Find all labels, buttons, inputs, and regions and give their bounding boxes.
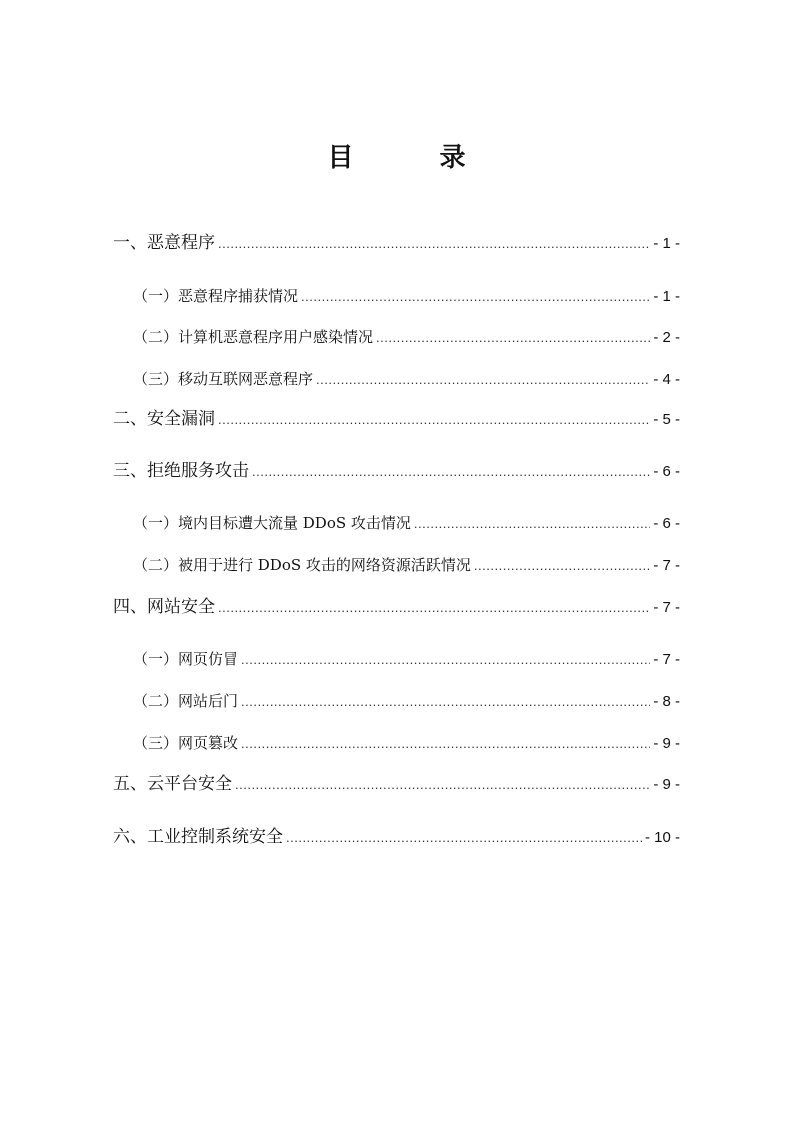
toc-entry-vulnerabilities[interactable] <box>113 407 680 432</box>
toc-entry-label: 网页仿冒 <box>178 650 239 668</box>
toc-entry-page: - 1 - <box>653 288 680 305</box>
toc-entry-cloud-security[interactable] <box>113 772 680 797</box>
dot-leader <box>286 826 642 850</box>
dot-leader <box>301 285 650 309</box>
toc-title: 目 录 <box>327 143 496 173</box>
toc-entry-page: - 7 - <box>653 599 680 616</box>
toc-entry-label: 计算机恶意程序用户感染情况 <box>178 328 374 346</box>
toc-entry-page: - 9 - <box>653 735 680 752</box>
dot-leader <box>241 648 650 672</box>
toc-entry-label: 安全漏洞 <box>147 409 215 429</box>
toc-entry-number: （二） <box>133 556 179 574</box>
toc-entry-computer-infection[interactable] <box>133 325 680 350</box>
toc-entry-label: 云平台安全 <box>147 774 232 794</box>
dot-leader <box>218 408 650 432</box>
dot-leader <box>474 554 650 578</box>
toc-entry-malware[interactable] <box>113 231 680 256</box>
toc-entry-number: 二、 <box>113 409 147 429</box>
toc-entry-number: 三、 <box>113 461 147 481</box>
toc-entry-number: （一） <box>133 287 179 305</box>
toc-entry-page: - 6 - <box>653 515 680 532</box>
toc-entry-number: 六、 <box>113 827 147 847</box>
toc-entry-website-security[interactable] <box>113 595 680 620</box>
toc-entry-page: - 2 - <box>653 329 680 346</box>
toc-entry-number: （三） <box>133 370 179 388</box>
dot-leader <box>316 368 650 392</box>
dot-leader <box>218 232 650 256</box>
toc-entry-page: - 8 - <box>653 693 680 710</box>
dot-leader <box>376 326 650 350</box>
dot-leader <box>252 460 650 484</box>
toc-entry-number: 一、 <box>113 233 147 253</box>
toc-entry-number: 四、 <box>113 597 147 617</box>
toc-entry-page: - 4 - <box>653 371 680 388</box>
toc-entry-label: 拒绝服务攻击 <box>147 461 249 481</box>
toc-entry-number: （一） <box>133 650 179 668</box>
toc-entry-malware-capture[interactable] <box>133 284 680 309</box>
toc-entry-label: 恶意程序捕获情况 <box>178 287 299 305</box>
dot-leader <box>235 773 650 797</box>
toc-entry-page: - 9 - <box>653 776 680 793</box>
dot-leader <box>241 690 650 714</box>
toc-entry-label: 移动互联网恶意程序 <box>178 370 314 388</box>
toc-entry-page: - 5 - <box>653 411 680 428</box>
toc-entry-number: （三） <box>133 734 179 752</box>
toc-entry-label: 恶意程序 <box>147 233 215 253</box>
dot-leader <box>241 732 650 756</box>
toc-entry-page: - 10 - <box>644 829 680 846</box>
toc-entry-page: - 6 - <box>653 463 680 480</box>
toc-entry-label: 网站后门 <box>178 692 239 710</box>
toc-entry-number: （二） <box>133 692 179 710</box>
toc-entry-number: （一） <box>133 514 179 532</box>
toc-entry-ddos-targets[interactable] <box>133 511 680 536</box>
dot-leader <box>218 596 650 620</box>
dot-leader <box>414 512 650 536</box>
toc-entry-backdoor[interactable] <box>133 689 680 714</box>
toc-entry-page: - 7 - <box>653 557 680 574</box>
toc-entry-ddos[interactable] <box>113 459 680 484</box>
toc-entry-mobile-malware[interactable] <box>133 367 680 392</box>
toc-entry-label: 网站安全 <box>147 597 215 617</box>
toc-entry-phishing[interactable] <box>133 647 680 672</box>
toc-entry-ics-security[interactable] <box>113 825 680 850</box>
toc-entry-ddos-resources[interactable] <box>133 553 680 578</box>
toc-entry-label: 网页篡改 <box>178 734 239 752</box>
toc-entry-page: - 7 - <box>653 651 680 668</box>
toc-entry-label: 被用于进行 DDoS 攻击的网络资源活跃情况 <box>178 556 471 574</box>
toc-entry-number: 五、 <box>113 774 147 794</box>
toc-entry-defacement[interactable] <box>133 731 680 756</box>
toc-entry-number: （二） <box>133 328 179 346</box>
toc-entry-label: 境内目标遭大流量 DDoS 攻击情况 <box>178 514 411 532</box>
toc-entry-label: 工业控制系统安全 <box>147 827 283 847</box>
toc-entry-page: - 1 - <box>653 235 680 252</box>
